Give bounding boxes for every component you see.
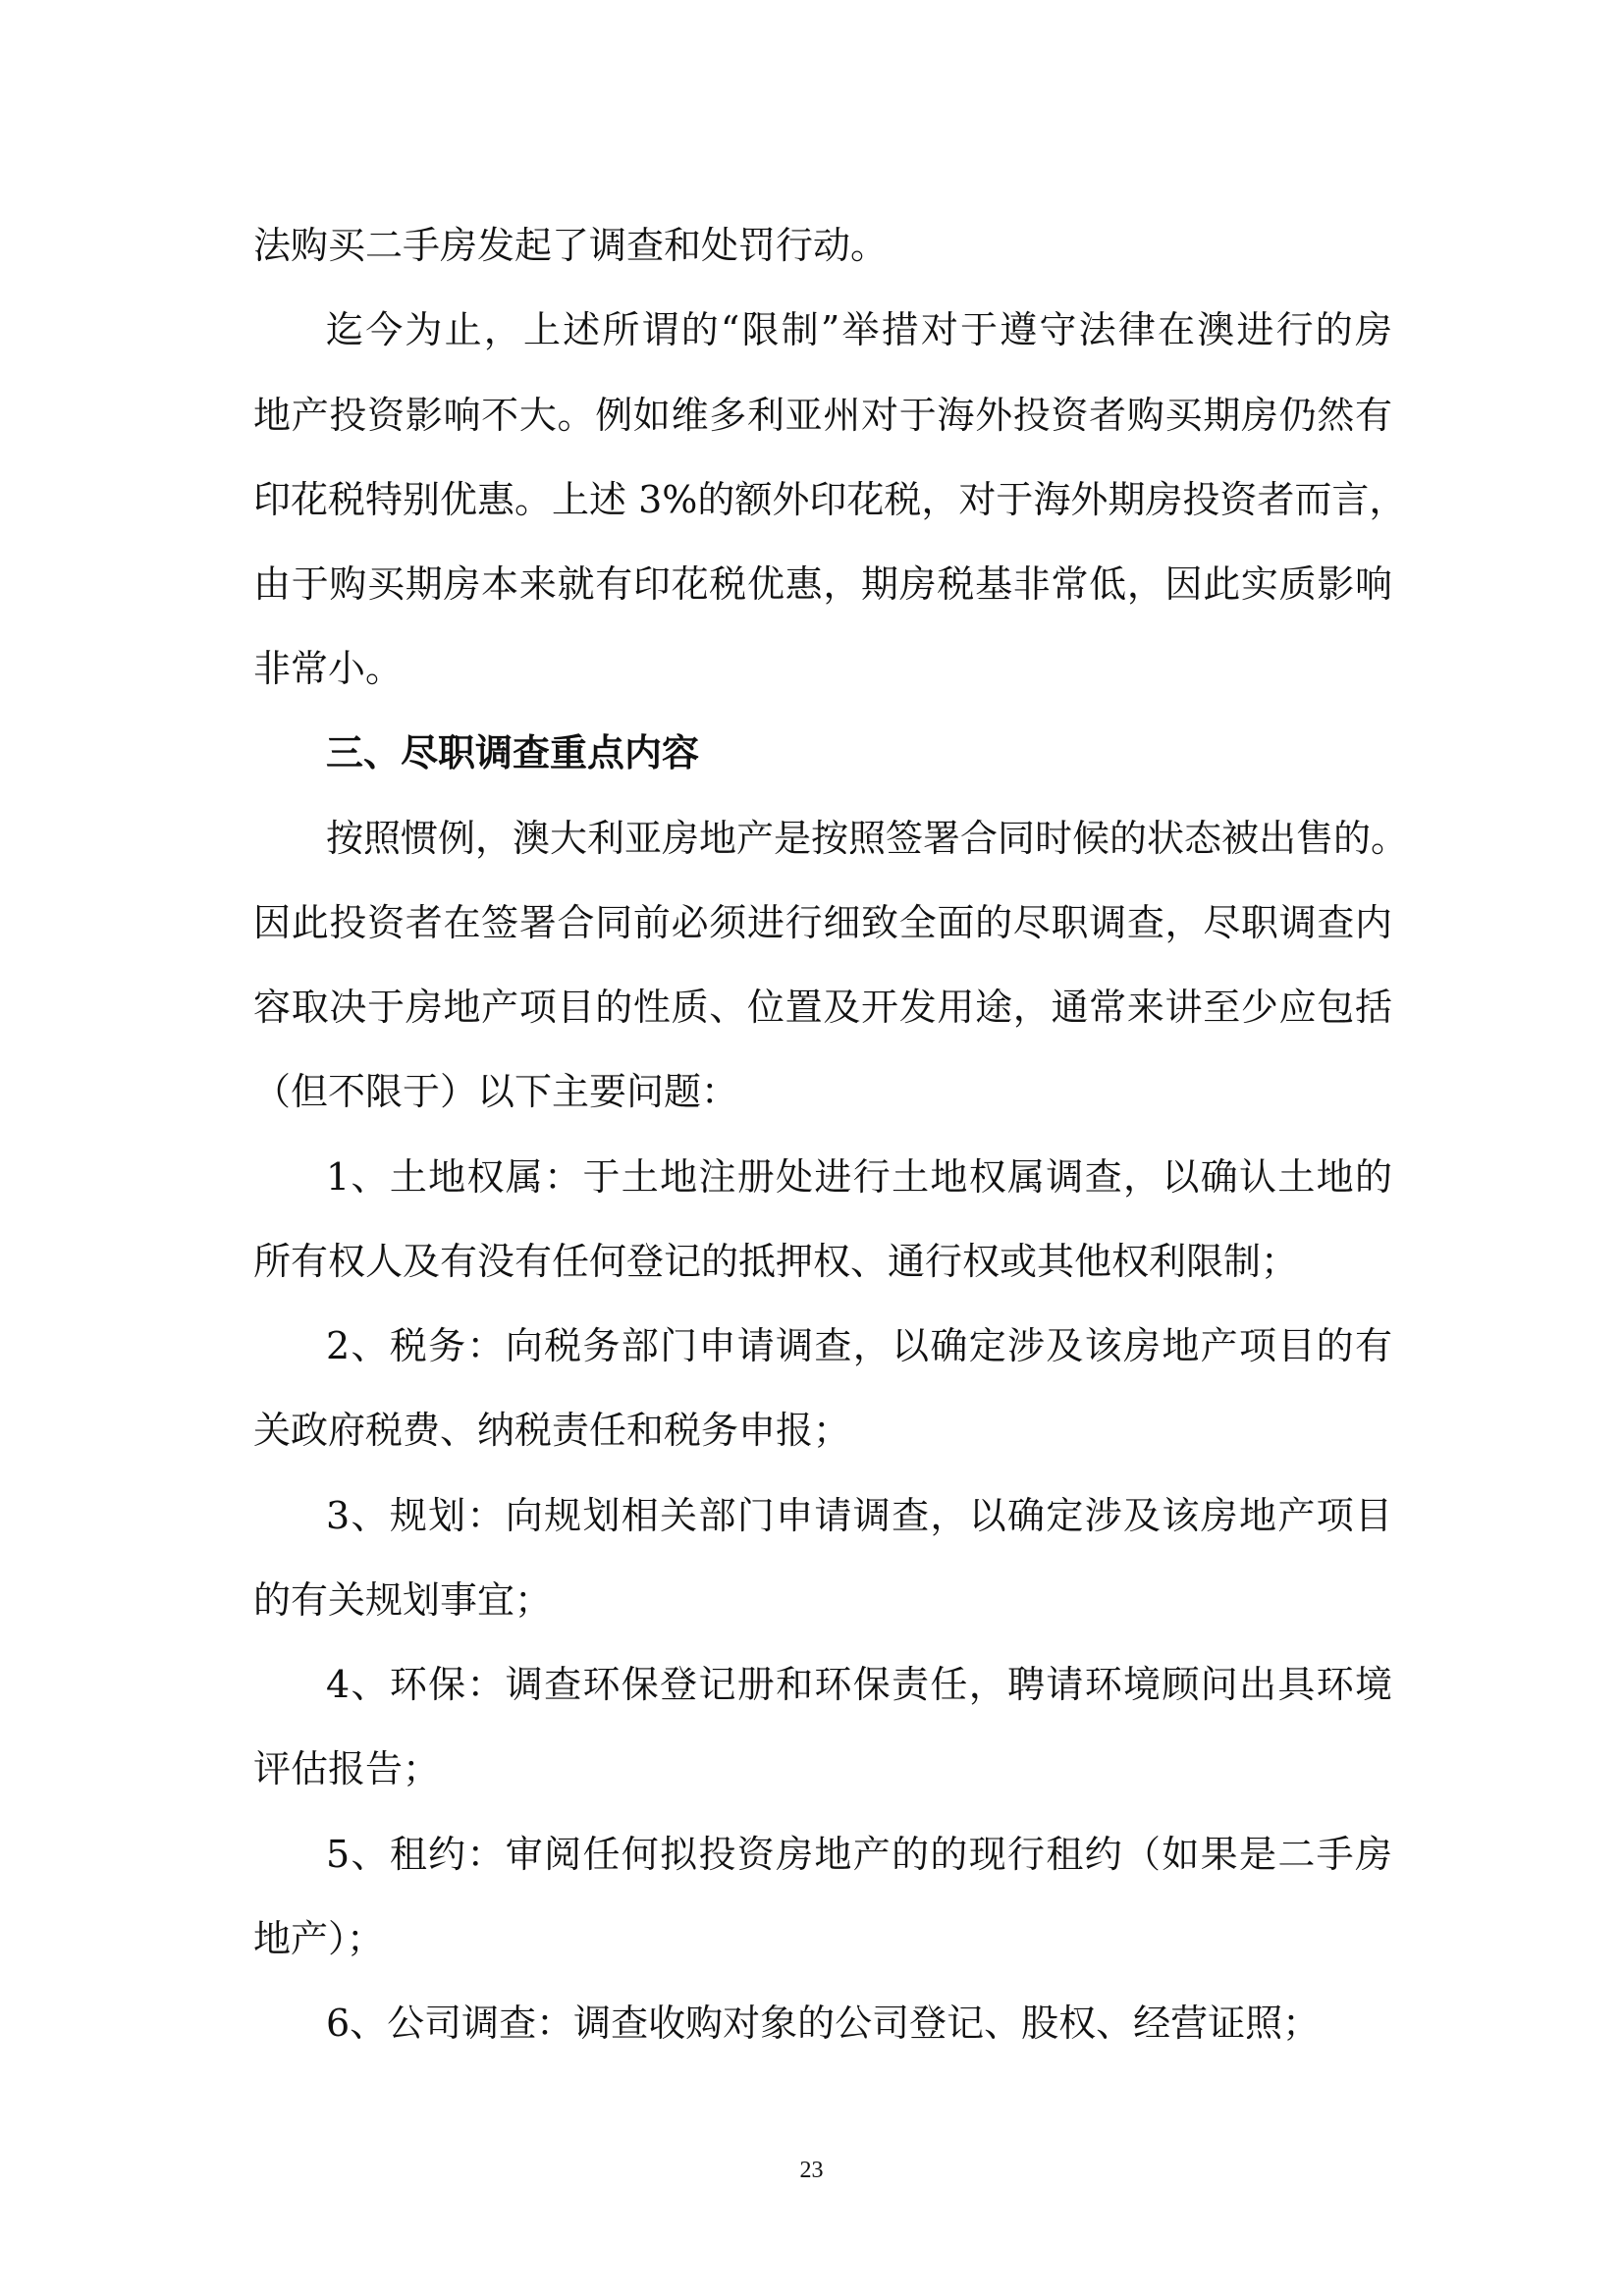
list-item-line: 4、环保：调查环保登记册和环保责任，聘请环境顾问出具环境 [326, 1663, 1392, 1706]
list-item-line: 所有权人及有没有任何登记的抵押权、通行权或其他权利限制； [253, 1240, 1299, 1283]
paragraph-line: 非常小。 [253, 647, 404, 690]
list-item-line: 5、租约：审阅任何拟投资房地产的的现行租约（如果是二手房 [326, 1833, 1392, 1876]
paragraph-line: 因此投资者在签署合同前必须进行细致全面的尽职调查，尽职调查内 [253, 901, 1392, 944]
paragraph-line: 按照惯例，澳大利亚房地产是按照签署合同时候的状态被出售的。 [326, 817, 1409, 860]
list-item-line: 3、规划：向规划相关部门申请调查，以确定涉及该房地产项目 [326, 1494, 1392, 1537]
paragraph-line: 容取决于房地产项目的性质、位置及开发用途，通常来讲至少应包括 [253, 986, 1392, 1029]
section-heading: 三、尽职调查重点内容 [326, 730, 700, 774]
list-item-line: 6、公司调查：调查收购对象的公司登记、股权、经营证照； [326, 2002, 1321, 2045]
list-item-line: 地产）； [253, 1917, 385, 1960]
list-item-line: 关政府税费、纳税责任和税务申报； [253, 1409, 851, 1452]
paragraph-line: 印花税特别优惠。上述 3%的额外印花税，对于海外期房投资者而言， [253, 478, 1407, 521]
list-item-line: 2、税务：向税务部门申请调查，以确定涉及该房地产项目的有 [326, 1324, 1392, 1367]
list-item-line: 的有关规划事宜； [253, 1578, 553, 1622]
paragraph-line: （但不限于）以下主要问题： [253, 1070, 739, 1113]
paragraph-line: 地产投资影响不大。例如维多利亚州对于海外投资者购买期房仍然有 [253, 394, 1392, 437]
paragraph-line: 由于购买期房本来就有印花税优惠，期房税基非常低，因此实质影响 [253, 562, 1392, 606]
paragraph-line: 法购买二手房发起了调查和处罚行动。 [253, 224, 889, 267]
list-item-line: 评估报告； [253, 1747, 441, 1790]
list-item-line: 1、土地权属：于土地注册处进行土地权属调查，以确认土地的 [326, 1155, 1392, 1199]
paragraph-line: 迄今为止，上述所谓的“限制”举措对于遵守法律在澳进行的房 [326, 308, 1392, 351]
page-number: 23 [799, 2158, 824, 2183]
